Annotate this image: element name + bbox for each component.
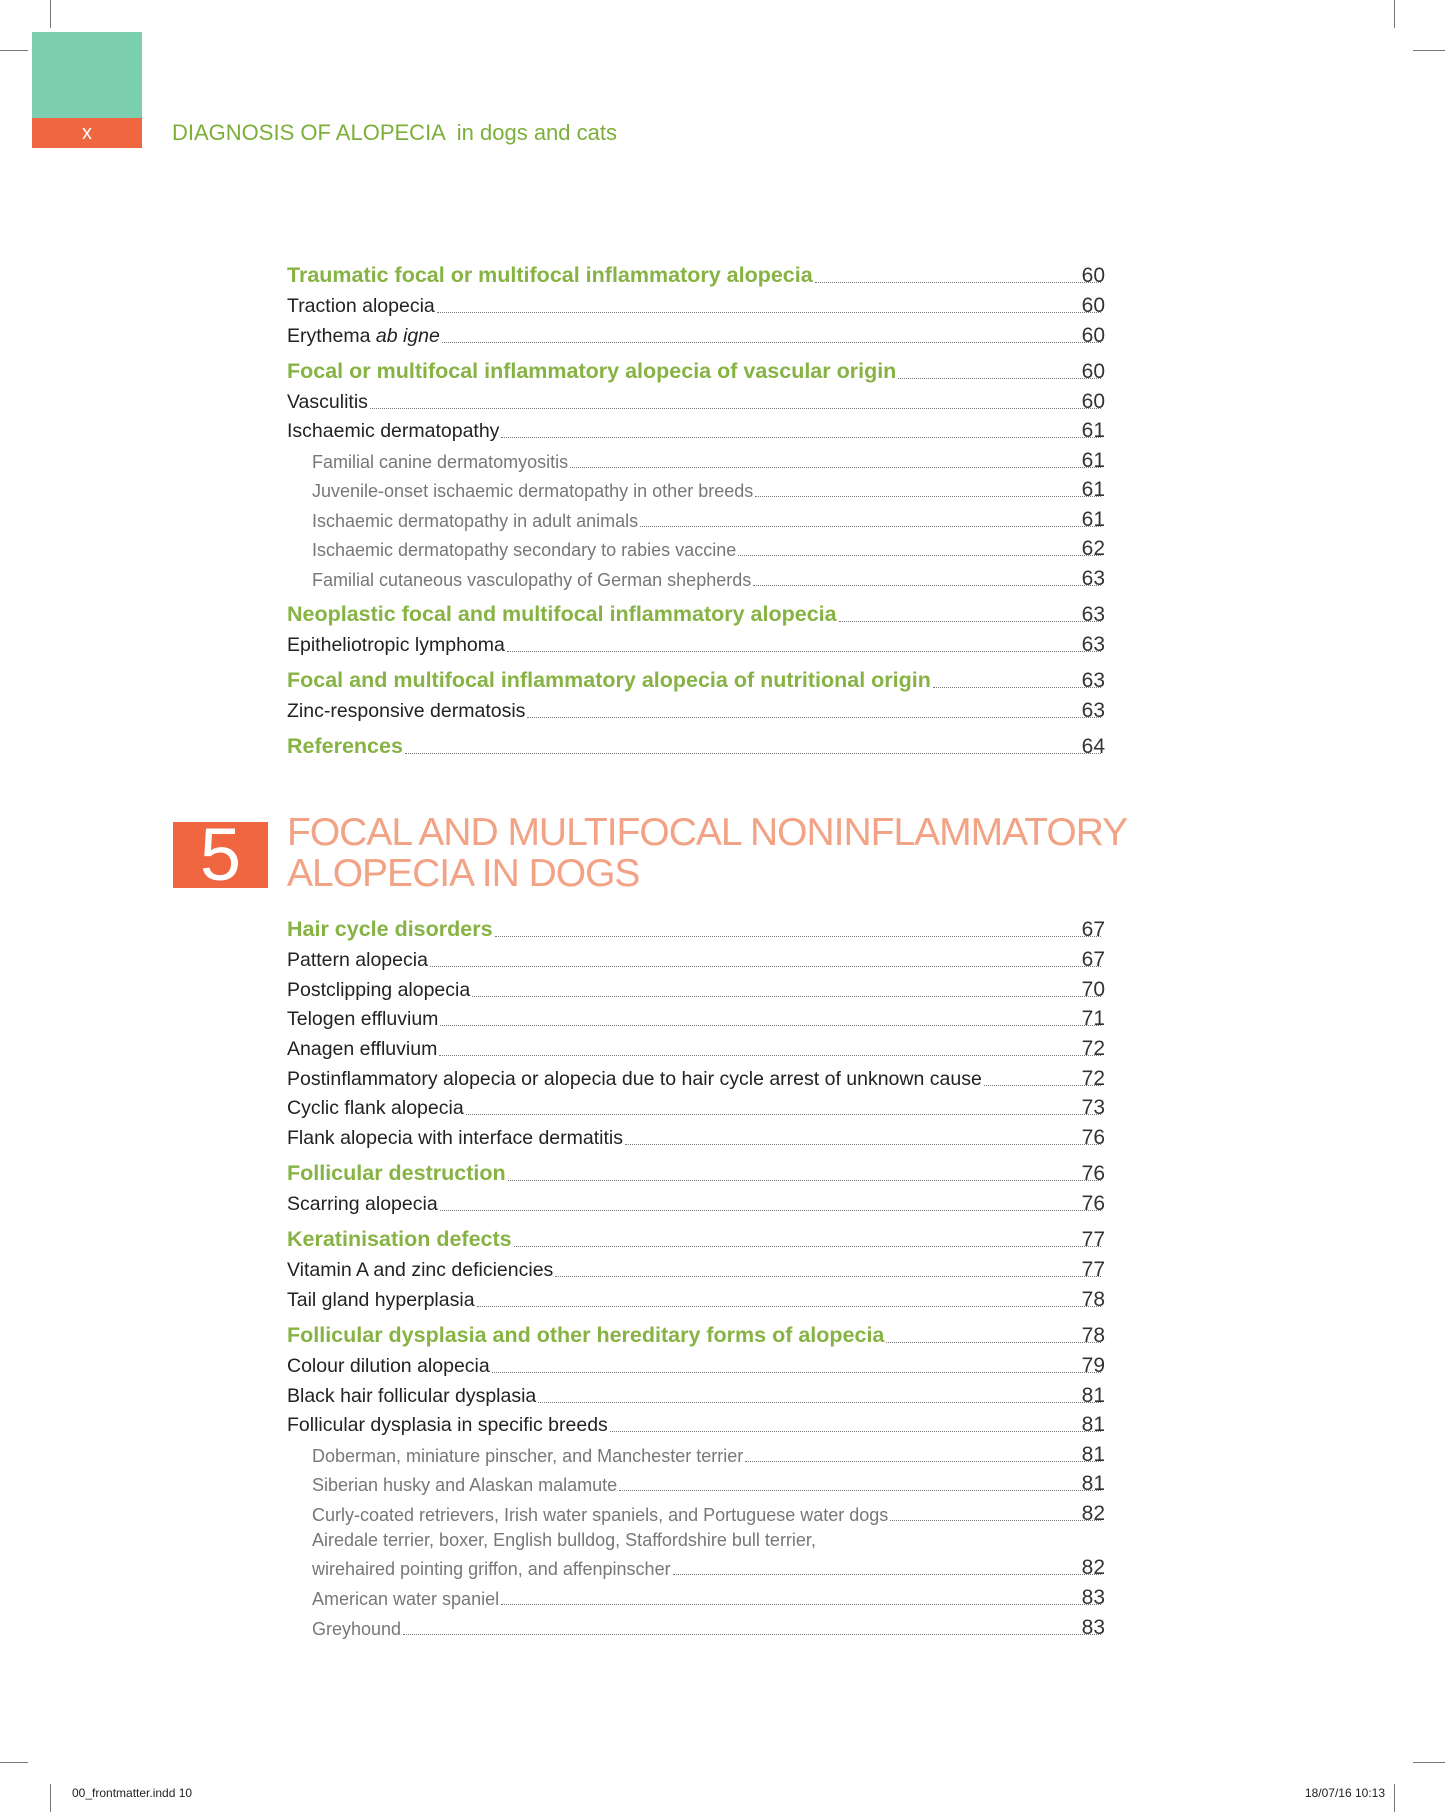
leader-dots [442, 341, 1101, 343]
toc-entry-page: 61 [1081, 419, 1105, 442]
leader-dots [477, 1305, 1101, 1307]
toc-entry[interactable] [287, 1348, 1105, 1378]
toc-entry-title: Ischaemic dermatopathy secondary to rabies vaccine [312, 540, 737, 560]
leader-dots [501, 436, 1101, 438]
toc-entry[interactable] [287, 384, 1105, 414]
leader-dots [538, 1401, 1101, 1403]
toc-entry-page: 77 [1081, 1258, 1105, 1281]
toc-entry-title: Anagen effluvium [287, 1038, 438, 1060]
toc-entry[interactable] [287, 443, 1105, 473]
toc-entry-page: 78 [1081, 1324, 1105, 1347]
leader-dots [570, 466, 1101, 468]
toc-entry[interactable] [287, 627, 1105, 657]
toc-entry-title: Tail gland hyperplasia [287, 1289, 475, 1311]
toc-entry[interactable] [287, 532, 1105, 561]
leader-dots [610, 1430, 1101, 1432]
toc-entry-title: Flank alopecia with interface dermatitis [287, 1127, 623, 1149]
crop-mark [0, 1762, 28, 1763]
toc-entry-title: Pattern alopecia [287, 949, 428, 971]
toc-entry-page: 81 [1081, 1413, 1105, 1436]
leader-dots [555, 1275, 1101, 1277]
leader-dots [370, 407, 1101, 409]
toc-entry-title: Epitheliotropic lymphoma [287, 634, 505, 656]
toc-entry[interactable] [287, 561, 1105, 591]
toc-entry[interactable] [287, 1002, 1105, 1031]
toc-entry-title: Juvenile-onset ischaemic dermatopathy in other breeds [312, 481, 754, 501]
toc-entry-title: References [287, 734, 403, 758]
toc-entry[interactable] [287, 1610, 1105, 1640]
toc-entry[interactable] [287, 912, 1105, 942]
footer-datetime: 18/07/16 10:13 [1304, 1786, 1385, 1800]
toc-entry-title: Familial cutaneous vasculopathy of German shepherds [312, 570, 752, 590]
leader-dots [640, 525, 1101, 527]
crop-mark [0, 50, 28, 51]
toc-entry-page: 77 [1081, 1228, 1105, 1251]
leader-dots [625, 1143, 1101, 1145]
toc-entry-title: Follicular destruction [287, 1161, 506, 1185]
toc-entry-page: 63 [1081, 699, 1105, 722]
page-number: x [32, 118, 142, 148]
toc-entry-title: Traction alopecia [287, 295, 435, 317]
toc-entry-title: Scarring alopecia [287, 1193, 438, 1215]
toc-entry-page: 83 [1081, 1586, 1105, 1609]
toc-entry-title: Neoplastic focal and multifocal inflammatory alopecia [287, 602, 837, 626]
toc-entry[interactable] [287, 473, 1105, 502]
toc-entry-page: 71 [1081, 1007, 1105, 1030]
toc-entry[interactable] [287, 1216, 1105, 1252]
toc-entry-title: Hair cycle disorders [287, 917, 493, 941]
toc-entry[interactable] [287, 288, 1105, 318]
toc-entry-page: 61 [1081, 449, 1105, 472]
toc-entry[interactable] [287, 1031, 1105, 1061]
toc-entry-title: Focal or multifocal inflammatory alopecia of vascular origin [287, 359, 897, 383]
toc-entry-page: 60 [1081, 360, 1105, 383]
leader-dots [738, 554, 1101, 556]
toc-entry[interactable] [287, 258, 1105, 288]
toc-entry[interactable] [287, 1091, 1105, 1120]
toc-entry[interactable] [287, 1378, 1105, 1408]
toc-entry-title: American water spaniel [312, 1589, 500, 1609]
toc-entry-page: 73 [1081, 1096, 1105, 1119]
leader-dots [472, 995, 1101, 997]
leader-dots [403, 1633, 1101, 1635]
toc-entry-title: wirehaired pointing griffon, and affenpinscher [312, 1559, 671, 1579]
toc-entry-page: 67 [1081, 918, 1105, 941]
toc-entry-page: 76 [1081, 1192, 1105, 1215]
toc-entry-page: 64 [1081, 735, 1105, 758]
leader-dots [755, 495, 1101, 497]
toc-entry-title: Curly-coated retrievers, Irish water spaniels, and Portuguese water dogs [312, 1505, 889, 1525]
leader-dots [514, 1245, 1101, 1247]
toc-entry-page: 81 [1081, 1443, 1105, 1466]
footer-file: 00_frontmatter.indd 10 [72, 1786, 193, 1800]
toc-entry-title: Airedale terrier, boxer, English bulldog, Staffordshire bull terrier, [312, 1530, 816, 1550]
toc-entry[interactable] [287, 1150, 1105, 1186]
toc-entry-page: 61 [1081, 478, 1105, 501]
toc-entry-title: Follicular dysplasia and other hereditary forms of alopecia [287, 1323, 885, 1347]
toc-entry[interactable] [287, 1408, 1105, 1437]
leader-dots [619, 1489, 1101, 1491]
toc-entry[interactable] [287, 414, 1105, 443]
toc-entry-title: Doberman, miniature pinscher, and Manchester terrier [312, 1446, 744, 1466]
toc-entry-page: 82 [1081, 1502, 1105, 1525]
toc-entry-title: Focal and multifocal inflammatory alopecia of nutritional origin [287, 668, 931, 692]
leader-dots [501, 1603, 1101, 1605]
toc-entry[interactable] [287, 348, 1105, 384]
toc-entry-page: 60 [1081, 324, 1105, 347]
toc-entry[interactable] [287, 1120, 1105, 1150]
leader-dots [492, 1371, 1101, 1373]
toc-entry-page: 72 [1081, 1037, 1105, 1060]
toc-entry-page: 81 [1081, 1472, 1105, 1495]
leader-dots [440, 1209, 1101, 1211]
page-tab-decoration [32, 32, 142, 118]
running-head-subtitle: in dogs and cats [456, 120, 617, 145]
toc-entry-title: Traumatic focal or multifocal inflammatory alopecia [287, 263, 813, 287]
leader-dots [745, 1460, 1101, 1462]
toc-entry-page: 83 [1081, 1616, 1105, 1639]
chapter-title-line: FOCAL AND MULTIFOCAL NONINFLAMMATORY [287, 811, 1128, 854]
toc-entry-page: 62 [1081, 537, 1105, 560]
leader-dots [466, 1113, 1101, 1115]
toc-entry-title: Siberian husky and Alaskan malamute [312, 1475, 618, 1495]
toc-entry-line[interactable] [287, 1526, 1105, 1551]
crop-mark [50, 0, 51, 28]
toc-entry-title: Postclipping alopecia [287, 979, 471, 1001]
toc-entry[interactable] [287, 1186, 1105, 1216]
toc-entry[interactable] [287, 723, 1105, 759]
toc-entry-title: Black hair follicular dysplasia [287, 1385, 537, 1407]
toc-entry[interactable] [287, 1467, 1105, 1496]
toc-entry-title: Greyhound [312, 1619, 402, 1639]
toc-entry[interactable] [287, 1312, 1105, 1348]
toc-entry-page: 78 [1081, 1288, 1105, 1311]
leader-dots [839, 620, 1101, 622]
crop-mark [1394, 1784, 1395, 1812]
toc-entry-title: Vitamin A and zinc deficiencies [287, 1259, 554, 1281]
chapter-title-line: ALOPECIA IN DOGS [287, 852, 640, 895]
toc-entry[interactable] [287, 972, 1105, 1002]
leader-dots [673, 1573, 1101, 1575]
leader-dots [815, 281, 1101, 283]
toc-entry[interactable] [287, 1252, 1105, 1282]
leader-dots [495, 935, 1101, 937]
toc-entry-page: 70 [1081, 978, 1105, 1001]
leader-dots [527, 716, 1101, 718]
toc-entry-title: Ischaemic dermatopathy in adult animals [312, 511, 639, 531]
toc-entry-page: 67 [1081, 948, 1105, 971]
toc-entry-title: Colour dilution alopecia [287, 1355, 490, 1377]
toc-entry-title: Telogen effluvium [287, 1008, 439, 1030]
toc-entry-page: 60 [1081, 294, 1105, 317]
toc-entry[interactable] [287, 1061, 1105, 1091]
toc-entry-page: 82 [1081, 1556, 1105, 1579]
toc-entry-page: 63 [1081, 567, 1105, 590]
toc-entry-title: Follicular dysplasia in specific breeds [287, 1414, 608, 1436]
toc-entry-title: Postinflammatory alopecia or alopecia due to hair cycle arrest of unknown cause [287, 1068, 982, 1090]
toc-entry-page: 60 [1081, 264, 1105, 287]
toc-entry-page: 79 [1081, 1354, 1105, 1377]
toc-entry-page: 63 [1081, 603, 1105, 626]
toc-entry[interactable] [287, 591, 1105, 627]
toc-entry-title: Erythema ab igne [287, 325, 440, 347]
toc-entry-title: Keratinisation defects [287, 1227, 512, 1251]
toc-entry[interactable] [287, 1282, 1105, 1312]
toc-entry-page: 81 [1081, 1384, 1105, 1407]
leader-dots [440, 1024, 1101, 1026]
toc-entry[interactable] [287, 318, 1105, 348]
toc-entry-page: 61 [1081, 508, 1105, 531]
toc-entry[interactable] [287, 1551, 1105, 1580]
leader-dots [753, 584, 1101, 586]
leader-dots [437, 311, 1101, 313]
toc-entry-page: 76 [1081, 1162, 1105, 1185]
toc-section [287, 912, 1105, 1640]
toc-entry-title: Cyclic flank alopecia [287, 1097, 464, 1119]
leader-dots [508, 1179, 1101, 1181]
toc-entry[interactable] [287, 657, 1105, 693]
toc-entry-page: 60 [1081, 390, 1105, 413]
toc-entry-title: Vasculitis [287, 391, 368, 413]
toc-entry-page: 72 [1081, 1067, 1105, 1090]
toc-entry-title: Ischaemic dermatopathy [287, 420, 500, 442]
toc-entry[interactable] [287, 942, 1105, 972]
crop-mark [1394, 0, 1395, 28]
toc-entry-title: Familial canine dermatomyositis [312, 452, 569, 472]
leader-dots [405, 752, 1101, 754]
crop-mark [50, 1784, 51, 1812]
toc-entry[interactable] [287, 1580, 1105, 1610]
running-head [172, 120, 617, 146]
toc-entry-page: 63 [1081, 669, 1105, 692]
toc-entry-page: 76 [1081, 1126, 1105, 1149]
leader-dots [507, 650, 1101, 652]
toc-entry-page: 63 [1081, 633, 1105, 656]
chapter-title [287, 812, 1127, 894]
running-head-title: DIAGNOSIS OF ALOPECIA [172, 120, 445, 145]
crop-mark [1413, 1762, 1445, 1763]
crop-mark [1413, 50, 1445, 51]
toc-entry[interactable] [287, 1437, 1105, 1467]
toc-entry[interactable] [287, 693, 1105, 723]
leader-dots [430, 965, 1101, 967]
toc-entry[interactable] [287, 1496, 1105, 1526]
leader-dots [439, 1054, 1101, 1056]
toc-entry[interactable] [287, 502, 1105, 532]
toc-section [287, 258, 1105, 759]
toc-entry-title: Zinc-responsive dermatosis [287, 700, 526, 722]
chapter-number: 5 [173, 822, 268, 888]
